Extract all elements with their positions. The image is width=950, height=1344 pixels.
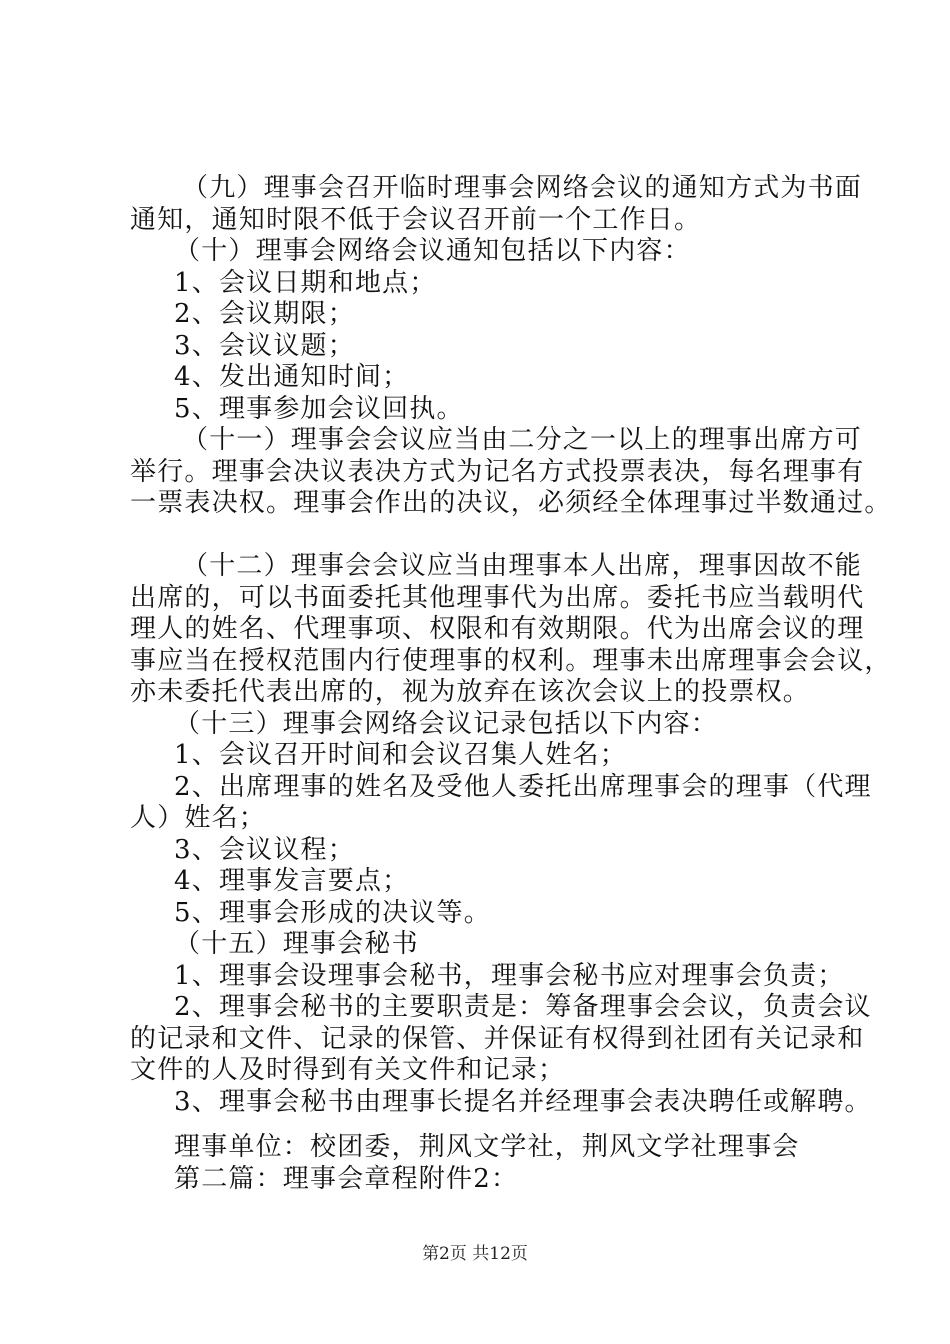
list-item: 1、会议召开时间和会议召集人姓名； — [174, 740, 627, 770]
list-item: 5、理事会形成的决议等。 — [174, 897, 491, 928]
list-item-continuation: 文件的人及时得到有关文件和记录； — [130, 1055, 566, 1085]
paragraph-9-line-2: 通知，通知时限不低于会议召开前一个工作日。 — [130, 204, 702, 235]
paragraph-12-line-2: 出席的，可以书面委托其他理事代为出席。委托书应当载明代 — [130, 582, 865, 613]
list-item: 4、发出通知时间； — [174, 362, 410, 392]
list-item: 2、会议期限； — [174, 299, 355, 329]
list-item: 1、理事会设理事会秘书，理事会秘书应对理事会负责； — [174, 960, 845, 991]
paragraph-12-line-3: 理人的姓名、代理事项、权限和有效期限。代为出席会议的理 — [130, 614, 865, 644]
member-units-line: 理事单位：校团委，荆风文学社，荆风文学社理事会 — [174, 1132, 800, 1162]
paragraph-13-heading: （十三）理事会网络会议记录包括以下内容： — [174, 708, 719, 739]
list-item: 3、会议议程； — [174, 834, 355, 865]
list-item: 3、会议议题； — [174, 330, 355, 361]
list-item: 2、出席理事的姓名及受他人委托出席理事会的理事（代理 — [174, 771, 872, 802]
list-item: 4、理事发言要点； — [174, 866, 410, 896]
paragraph-11-line-1: （十一）理事会会议应当由二分之一以上的理事出席方可 — [182, 425, 863, 455]
paragraph-gap — [130, 1118, 846, 1132]
paragraph-11-line-3: 一票表决权。理事会作出的决议，必须经全体理事过半数通过。 — [130, 488, 892, 518]
list-item: 5、理事参加会议回执。 — [174, 393, 464, 424]
list-item: 2、理事会秘书的主要职责是：筹备理事会会议，负责会议 — [174, 992, 872, 1022]
paragraph-12-line-5: 亦未委托代表出席的，视为放弃在该次会议上的投票权。 — [130, 677, 811, 707]
list-item-continuation: 人）姓名； — [130, 803, 267, 833]
paragraph-gap — [130, 520, 846, 552]
document-body — [130, 173, 892, 1195]
list-item-continuation: 的记录和文件、记录的保管、并保证有权得到社团有关记录和 — [130, 1023, 865, 1054]
page-number-footer: 第2页 共12页 — [422, 1244, 528, 1264]
list-item: 1、会议日期和地点； — [174, 267, 437, 298]
next-chapter-heading: 第二篇：理事会章程附件2： — [174, 1163, 519, 1194]
list-item: 3、理事会秘书由理事长提名并经理事会表决聘任或解聘。 — [174, 1086, 872, 1117]
paragraph-10-heading: （十）理事会网络会议通知包括以下内容： — [174, 236, 691, 266]
paragraph-12-line-1: （十二）理事会会议应当由理事本人出席，理事因故不能 — [182, 551, 863, 581]
paragraph-12-line-4: 事应当在授权范围内行使理事的权利。理事未出席理事会会议， — [130, 645, 892, 676]
paragraph-9-line-1: （九）理事会召开临时理事会网络会议的通知方式为书面 — [182, 173, 863, 203]
paragraph-11-line-2: 举行。理事会决议表决方式为记名方式投票表决，每名理事有 — [130, 456, 865, 487]
paragraph-15-heading: （十五）理事会秘书 — [174, 929, 419, 959]
